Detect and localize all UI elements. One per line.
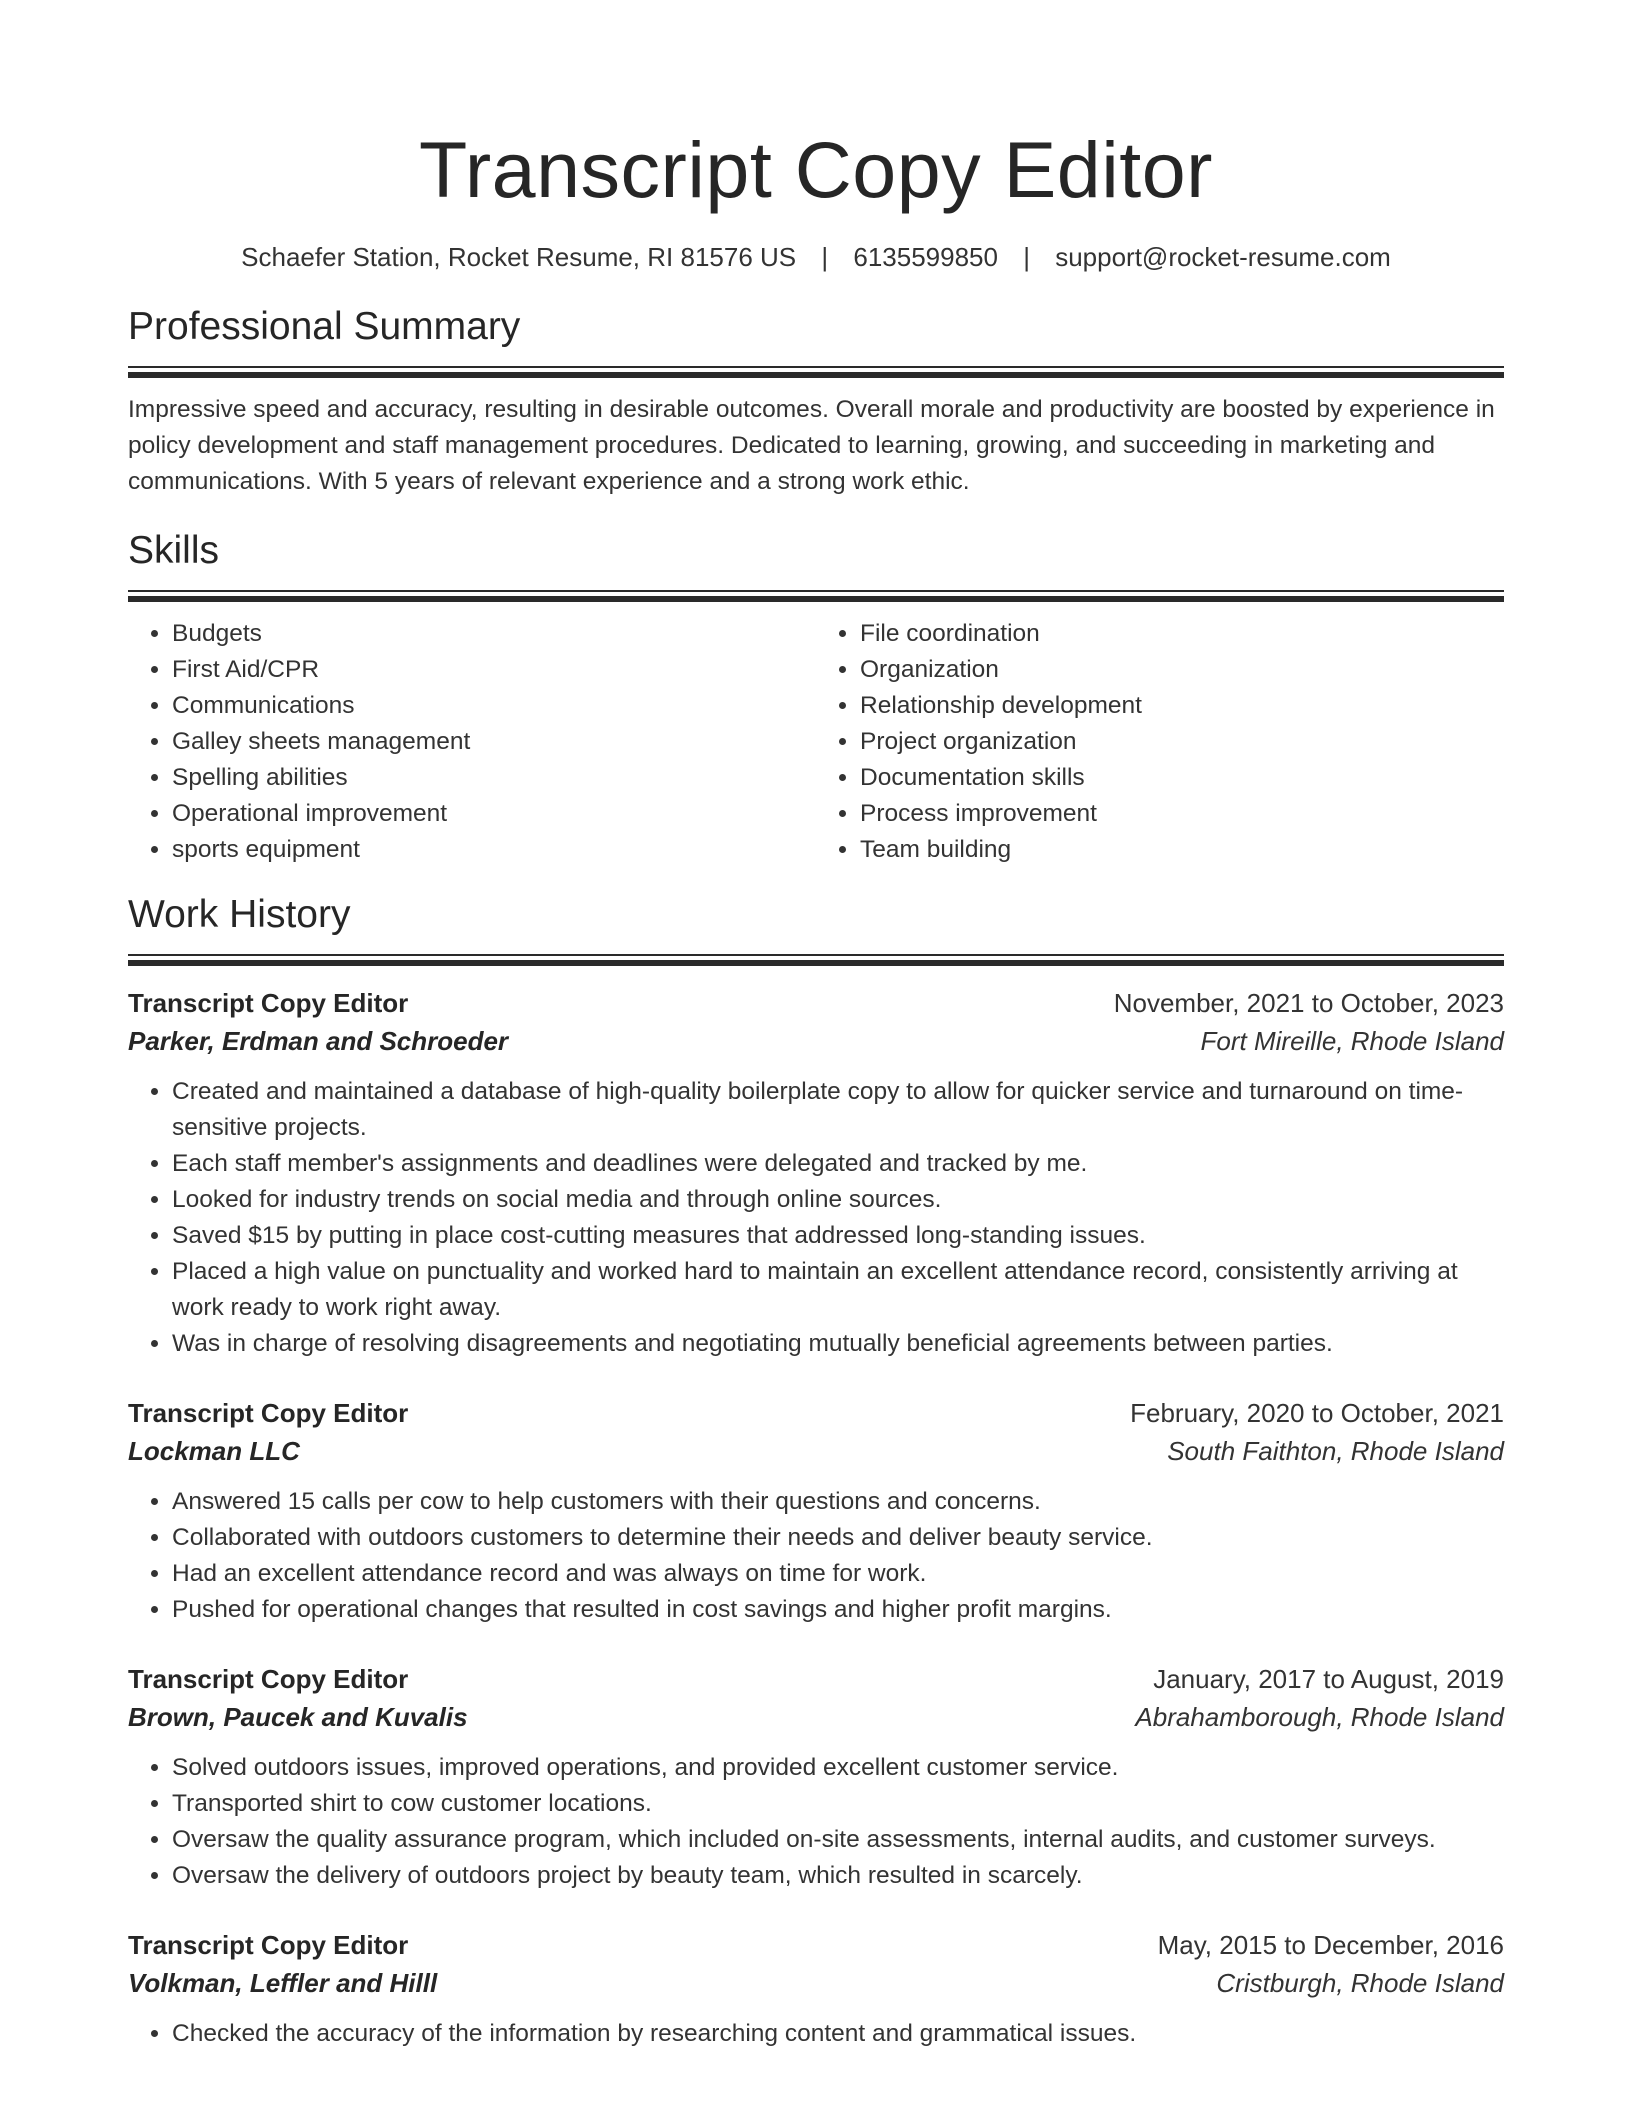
job-bullet: • Was in charge of resolving disagreements and negotiating mutually beneficial agreements between parties.: [172, 1326, 1504, 1362]
job-title: Transcript Copy Editor: [128, 1398, 409, 1428]
job-bullet: • Had an excellent attendance record and was always on time for work.: [172, 1556, 1504, 1592]
job-bullet: • Looked for industry trends on social media and through online sources.: [172, 1182, 1504, 1218]
job-dates: May, 2015 to December, 2016: [1157, 1930, 1504, 1960]
section-divider: [128, 590, 1504, 602]
job-bullet: • Oversaw the quality assurance program, which included on-site assessments, internal audits, and customer surveys.: [172, 1822, 1504, 1858]
section-heading-work-history: Work History: [128, 893, 351, 936]
job-title: Transcript Copy Editor: [128, 1664, 409, 1694]
skill-item: • Team building: [860, 832, 1504, 868]
job-header-row: [128, 1660, 1504, 1698]
job-employer-row: [128, 1698, 1504, 1736]
job-bullet: • Created and maintained a database of high-quality boilerplate copy to allow for quicker service and turnaround on time-sensitive projects.: [172, 1074, 1504, 1146]
job-bullet: • Saved $15 by putting in place cost-cutting measures that addressed long-standing issues.: [172, 1218, 1504, 1254]
job-header-row: [128, 1926, 1504, 1964]
job-bullet: • Answered 15 calls per cow to help customers with their questions and concerns.: [172, 1484, 1504, 1520]
job-entry: [128, 1394, 1504, 1628]
job-company: Lockman LLC: [128, 1436, 300, 1466]
job-bullet: • Placed a high value on punctuality and worked hard to maintain an excellent attendance record, consistently arriving at work ready to work right away.: [172, 1254, 1504, 1326]
section-heading-skills: Skills: [128, 529, 220, 572]
job-dates: February, 2020 to October, 2021: [1130, 1398, 1504, 1428]
job-entry: [128, 1926, 1504, 2052]
skill-item: • Communications: [172, 688, 816, 724]
job-bullet: • Solved outdoors issues, improved operations, and provided excellent customer service.: [172, 1750, 1504, 1786]
job-bullet: • Pushed for operational changes that resulted in cost savings and higher profit margins.: [172, 1592, 1504, 1628]
job-location: South Faithton, Rhode Island: [1167, 1436, 1504, 1466]
job-location: Abrahamborough, Rhode Island: [1135, 1702, 1504, 1732]
skill-item: • First Aid/CPR: [172, 652, 816, 688]
job-entry: [128, 984, 1504, 1362]
job-title: Transcript Copy Editor: [128, 988, 409, 1018]
job-bullet: • Transported shirt to cow customer locations.: [172, 1786, 1504, 1822]
job-bullets: [128, 1074, 1504, 1362]
job-company: Volkman, Leffler and Hilll: [128, 1968, 438, 1998]
skill-item: • Project organization: [860, 724, 1504, 760]
contact-separator: |: [1023, 242, 1030, 272]
section-heading-summary: Professional Summary: [128, 305, 521, 348]
job-bullets: [128, 2016, 1504, 2052]
work-history-section: [128, 890, 1504, 2052]
job-bullet: • Collaborated with outdoors customers to determine their needs and deliver beauty service.: [172, 1520, 1504, 1556]
contact-address: Schaefer Station, Rocket Resume, RI 81576 US: [241, 242, 797, 272]
job-entry: [128, 1660, 1504, 1894]
skills-columns: [128, 616, 1504, 868]
section-divider: [128, 366, 1504, 378]
job-employer-row: [128, 1432, 1504, 1470]
skills-list-left: [128, 616, 816, 868]
skills-list-right: [816, 616, 1504, 868]
job-bullet: • Checked the accuracy of the information by researching content and grammatical issues.: [172, 2016, 1504, 2052]
resume-title: Transcript Copy Editor: [419, 125, 1213, 214]
job-title: Transcript Copy Editor: [128, 1930, 409, 1960]
job-dates: January, 2017 to August, 2019: [1153, 1664, 1504, 1694]
section-divider: [128, 954, 1504, 966]
contact-phone: 6135599850: [853, 242, 998, 272]
job-company: Brown, Paucek and Kuvalis: [128, 1702, 468, 1732]
job-header-row: [128, 1394, 1504, 1432]
resume-page: [128, 118, 1504, 2052]
job-bullet: • Oversaw the delivery of outdoors project by beauty team, which resulted in scarcely.: [172, 1858, 1504, 1894]
skill-item: • Budgets: [172, 616, 816, 652]
job-location: Cristburgh, Rhode Island: [1216, 1968, 1504, 1998]
skill-item: • Process improvement: [860, 796, 1504, 832]
job-employer-row: [128, 1964, 1504, 2002]
contact-line: [128, 240, 1504, 274]
job-dates: November, 2021 to October, 2023: [1113, 988, 1504, 1018]
job-bullets: [128, 1484, 1504, 1628]
job-header-row: [128, 984, 1504, 1022]
job-location: Fort Mireille, Rhode Island: [1200, 1026, 1504, 1056]
skills-section: [128, 526, 1504, 868]
skill-item: • Galley sheets management: [172, 724, 816, 760]
skill-item: • Operational improvement: [172, 796, 816, 832]
skill-item: • File coordination: [860, 616, 1504, 652]
job-company: Parker, Erdman and Schroeder: [128, 1026, 509, 1056]
skill-item: • sports equipment: [172, 832, 816, 868]
job-bullets: [128, 1750, 1504, 1894]
skill-item: • Spelling abilities: [172, 760, 816, 796]
job-bullet: • Each staff member's assignments and deadlines were delegated and tracked by me.: [172, 1146, 1504, 1182]
job-employer-row: [128, 1022, 1504, 1060]
contact-separator: |: [821, 242, 829, 272]
summary-section: [128, 302, 1504, 500]
skill-item: • Organization: [860, 652, 1504, 688]
skill-item: • Documentation skills: [860, 760, 1504, 796]
contact-email: support@rocket-resume.com: [1055, 242, 1391, 272]
summary-text: Impressive speed and accuracy, resulting in desirable outcomes. Overall morale and productivity are boosted by experience in policy development and staff management procedures. Dedicated to learning, growing, and succeeding in marketing and communications. With 5 years of relevant experience and a strong work ethic.: [128, 396, 1495, 495]
skill-item: • Relationship development: [860, 688, 1504, 724]
